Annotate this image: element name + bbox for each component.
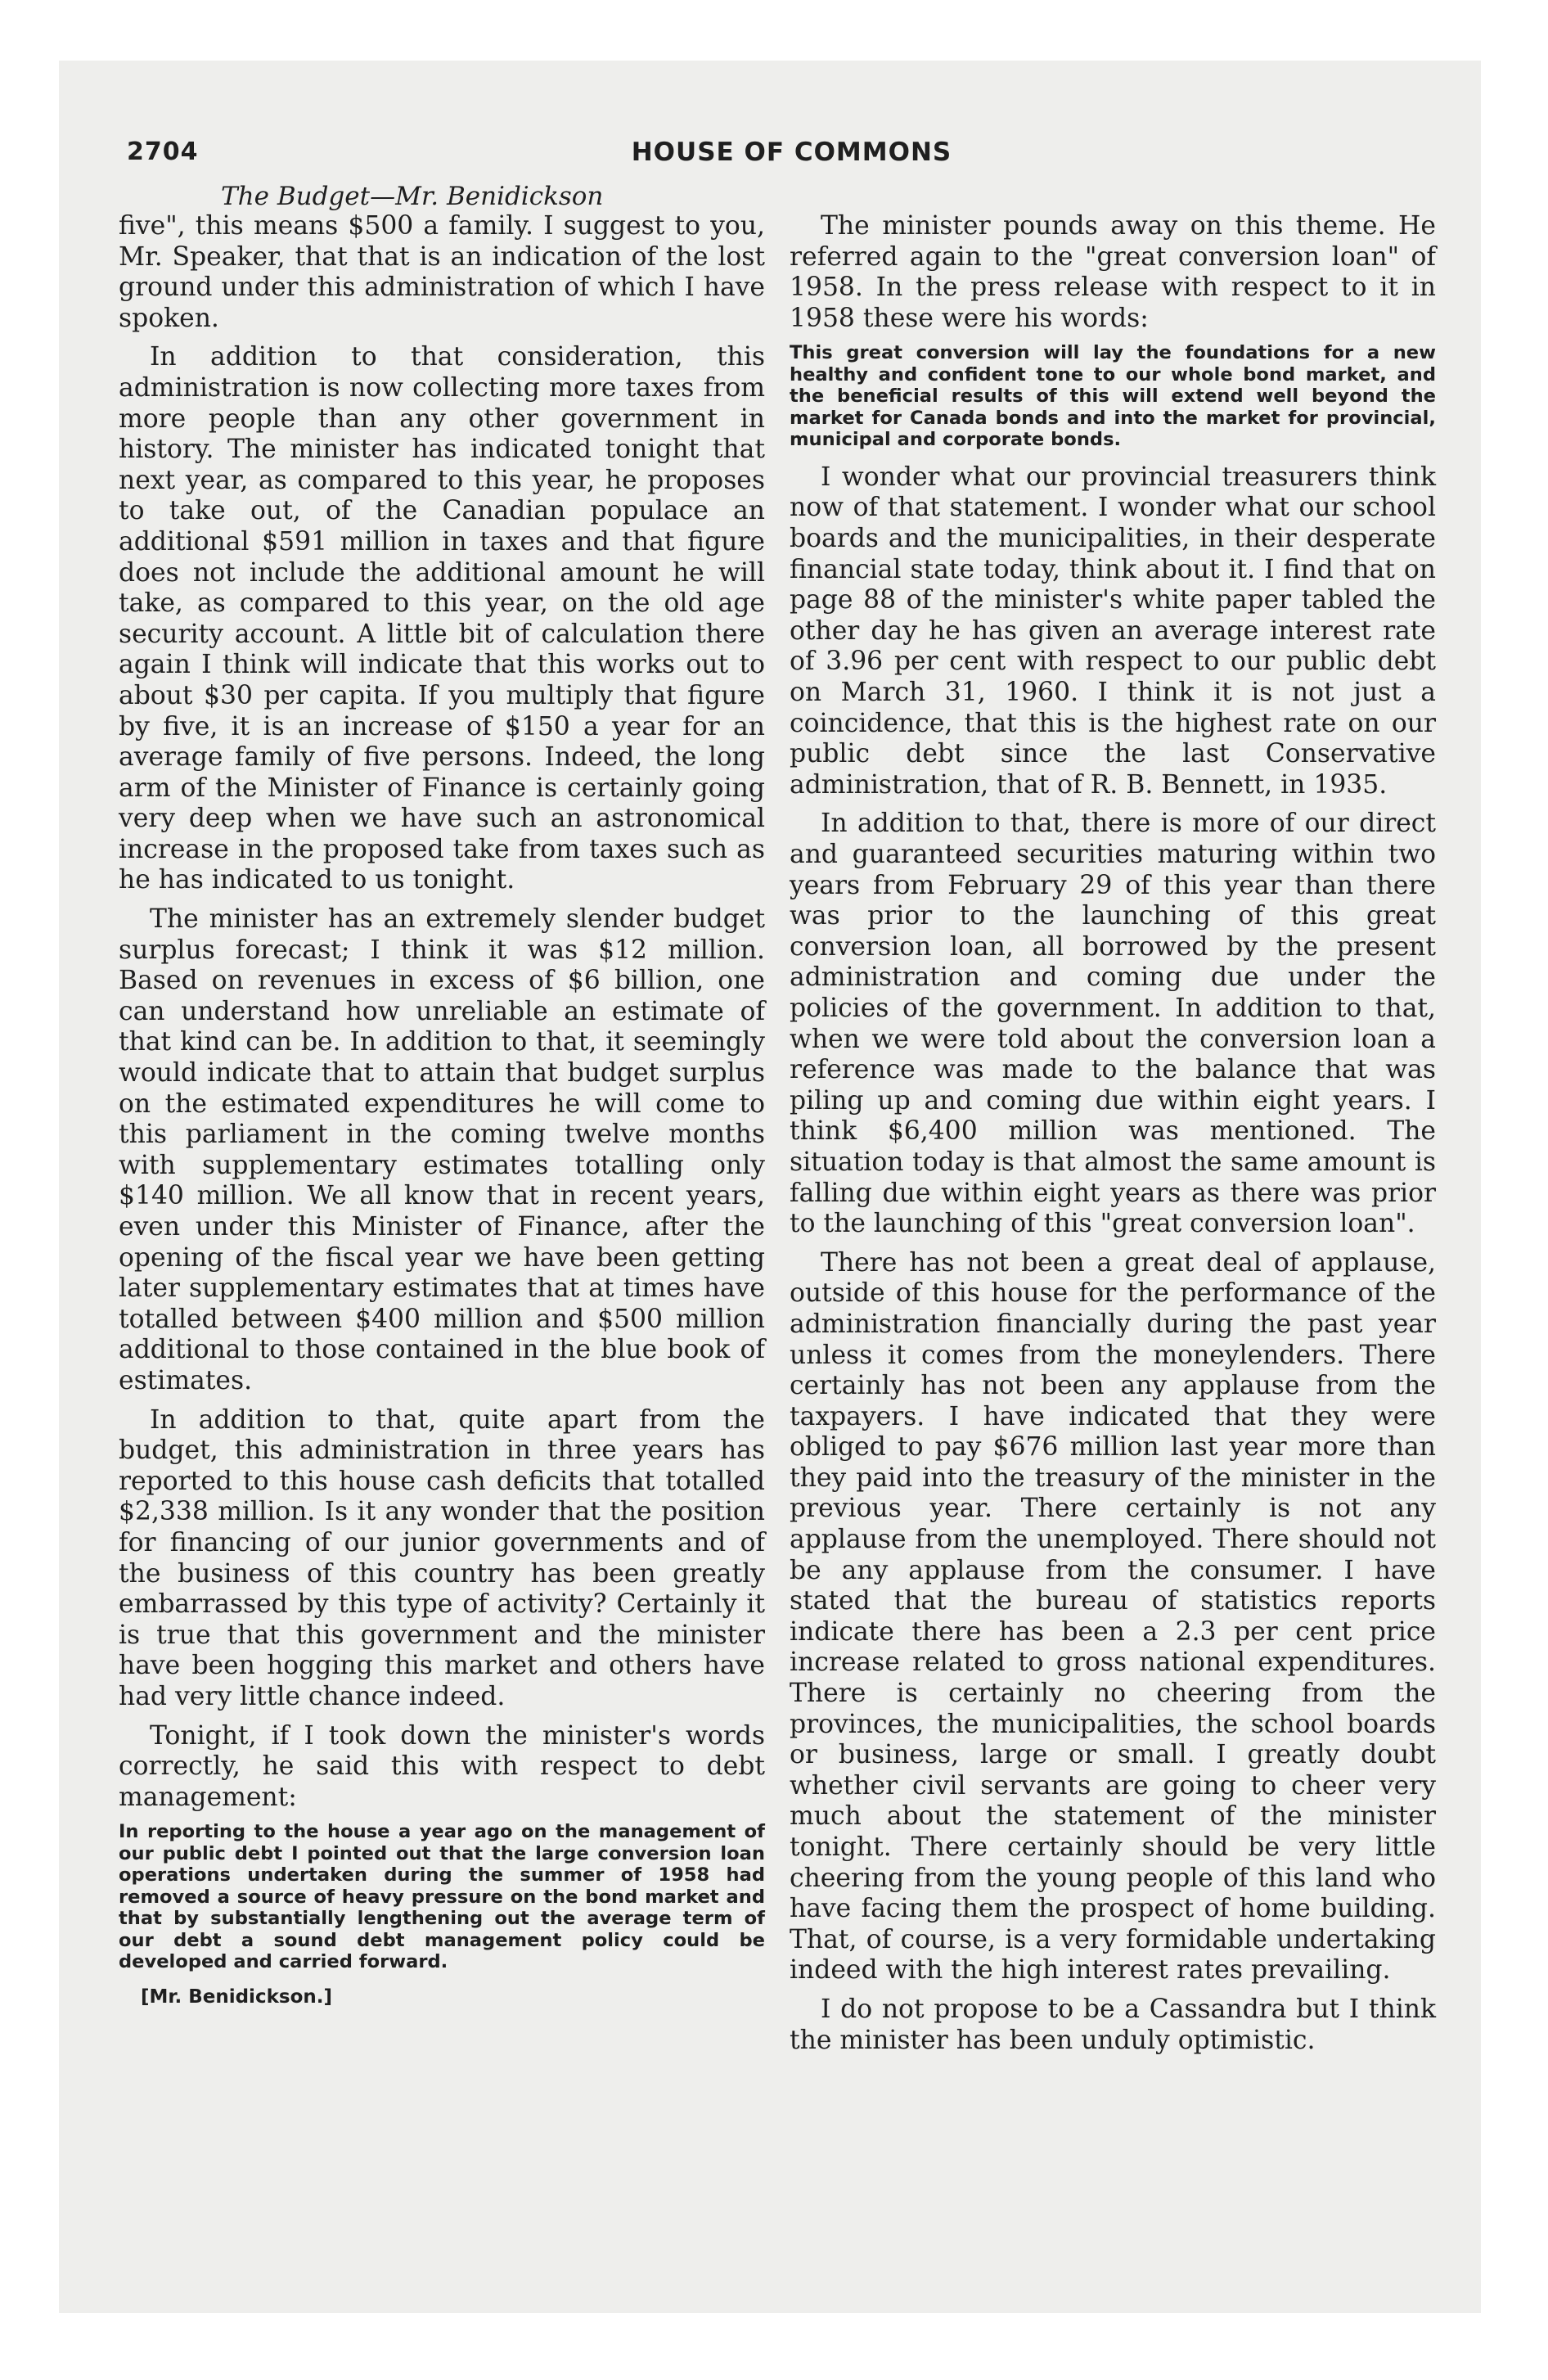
section-subhead: The Budget—Mr. Benidickson bbox=[221, 182, 604, 211]
block-quote: In reporting to the house a year ago on the management of our public debt I pointed out that the large conversion loan operations undertaken during the summer of 1958 had removed a source of heavy pressure on the bond market and that by substantially lengthening out the average term of our debt a sound debt management policy could be developed and carried forward. bbox=[119, 1821, 765, 1973]
paragraph: I wonder what our provincial treasurers think now of that statement. I wonder what our school boards and the municipalities, in their desperate financial state today, think about it. I find that on page 88 of the minister's white paper tabled the other day he has given an average interest rate of 3.96 per cent with respect to our public debt on March 31, 1960. I think it is not just a coincidence, that this is the highest rate on our public debt since the last Conservative administration, that of R. B. Bennett, in 1935. bbox=[790, 462, 1436, 800]
paragraph: The minister has an extremely slender budget surplus forecast; I think it was $12 million. Based on revenues in excess of $6 billion, one can understand how unreliable an estimate of that kind can be. In addition to that, it seemingly would indicate that to attain that budget surplus on the estimated expenditures he will come to this parliament in the coming twelve months with supplementary estimates totalling only $140 million. We all know that in recent years, even under this Minister of Finance, after the opening of the fiscal year we have been getting later supplementary estimates that at times have totalled between $400 million and $500 million additional to those contained in the blue book of estimates. bbox=[119, 904, 765, 1395]
running-title: HOUSE OF COMMONS bbox=[631, 137, 952, 167]
paragraph: Tonight, if I took down the minister's words correctly, he said this with respect to debt management: bbox=[119, 1720, 765, 1812]
paragraph: In addition to that, there is more of our direct and guaranteed securities maturing within two years from February 29 of this year than there was prior to the launching of this great conversion loan, all borrowed by the present administration and coming due under the policies of the government. In addition to that, when we were told about the conversion loan a reference was made to the balance that was piling up and coming due within eight years. I think $6,400 million was mentioned. The situation today is that almost the same amount is falling due within eight years as there was prior to the launching of this "great conversion loan". bbox=[790, 809, 1436, 1239]
paragraph: In addition to that consideration, this administration is now collecting more taxes from more people than any other government in history. The minister has indicated tonight that next year, as compared to this year, he proposes to take out, of the Canadian populace an additional $591 million in taxes and that figure does not include the additional amount he will take, as compared to this year, on the old age security account. A little bit of calculation there again I think will indicate that this works out to about $30 per capita. If you multiply that figure by five, it is an increase of $150 a year for an average family of five persons. Indeed, the long arm of the Minister of Finance is certainly going very deep when we have such an astronomical increase in the proposed take from taxes such as he has indicated to us tonight. bbox=[119, 342, 765, 895]
speaker-tag: [Mr. Benidickson.] bbox=[141, 1986, 332, 2008]
page-header bbox=[127, 137, 1456, 174]
block-quote: This great conversion will lay the foundations for a new healthy and confident tone to our whole bond market, and the beneficial results of this will extend well beyond the market for Canada bonds and into the market for provincial, municipal and corporate bonds. bbox=[790, 342, 1436, 451]
paragraph: I do not propose to be a Cassandra but I think the minister has been unduly optimistic. bbox=[790, 1994, 1436, 2055]
left-column bbox=[119, 211, 765, 2008]
paragraph: five", this means $500 a family. I suggest to you, Mr. Speaker, that that is an indication of the lost ground under this administration of which I have spoken. bbox=[119, 211, 765, 333]
right-column bbox=[790, 211, 1436, 2064]
paragraph: In addition to that, quite apart from the budget, this administration in three years has reported to this house cash deficits that totalled $2,338 million. Is it any wonder that the position for financing of our junior governments and of the business of this country has been greatly embarrassed by this type of activity? Certainly it is true that this government and the minister have been hogging this market and others have had very little chance indeed. bbox=[119, 1404, 765, 1711]
paragraph: The minister pounds away on this theme. He referred again to the "great conversion loan" of 1958. In the press release with respect to it in 1958 these were his words: bbox=[790, 211, 1436, 333]
page-number: 2704 bbox=[127, 137, 199, 166]
paragraph: There has not been a great deal of applause, outside of this house for the performance of the administration financially during the past year unless it comes from the moneylenders. There certainly has not been any applause from the taxpayers. I have indicated that they were obliged to pay $676 million last year more than they paid into the treasury of the minister in the previous year. There certainly is not any applause from the unemployed. There should not be any applause from the consumer. I have stated that the bureau of statistics reports indicate there has been a 2.3 per cent price increase related to gross national expenditures. There is certainly no cheering from the provinces, the municipalities, the school boards or business, large or small. I greatly doubt whether civil servants are going to cheer very much about the statement of the minister tonight. There certainly should be very little cheering from the young people of this land who have facing them the prospect of home building. That, of course, is a very formidable undertaking indeed with the high interest rates prevailing. bbox=[790, 1247, 1436, 1986]
